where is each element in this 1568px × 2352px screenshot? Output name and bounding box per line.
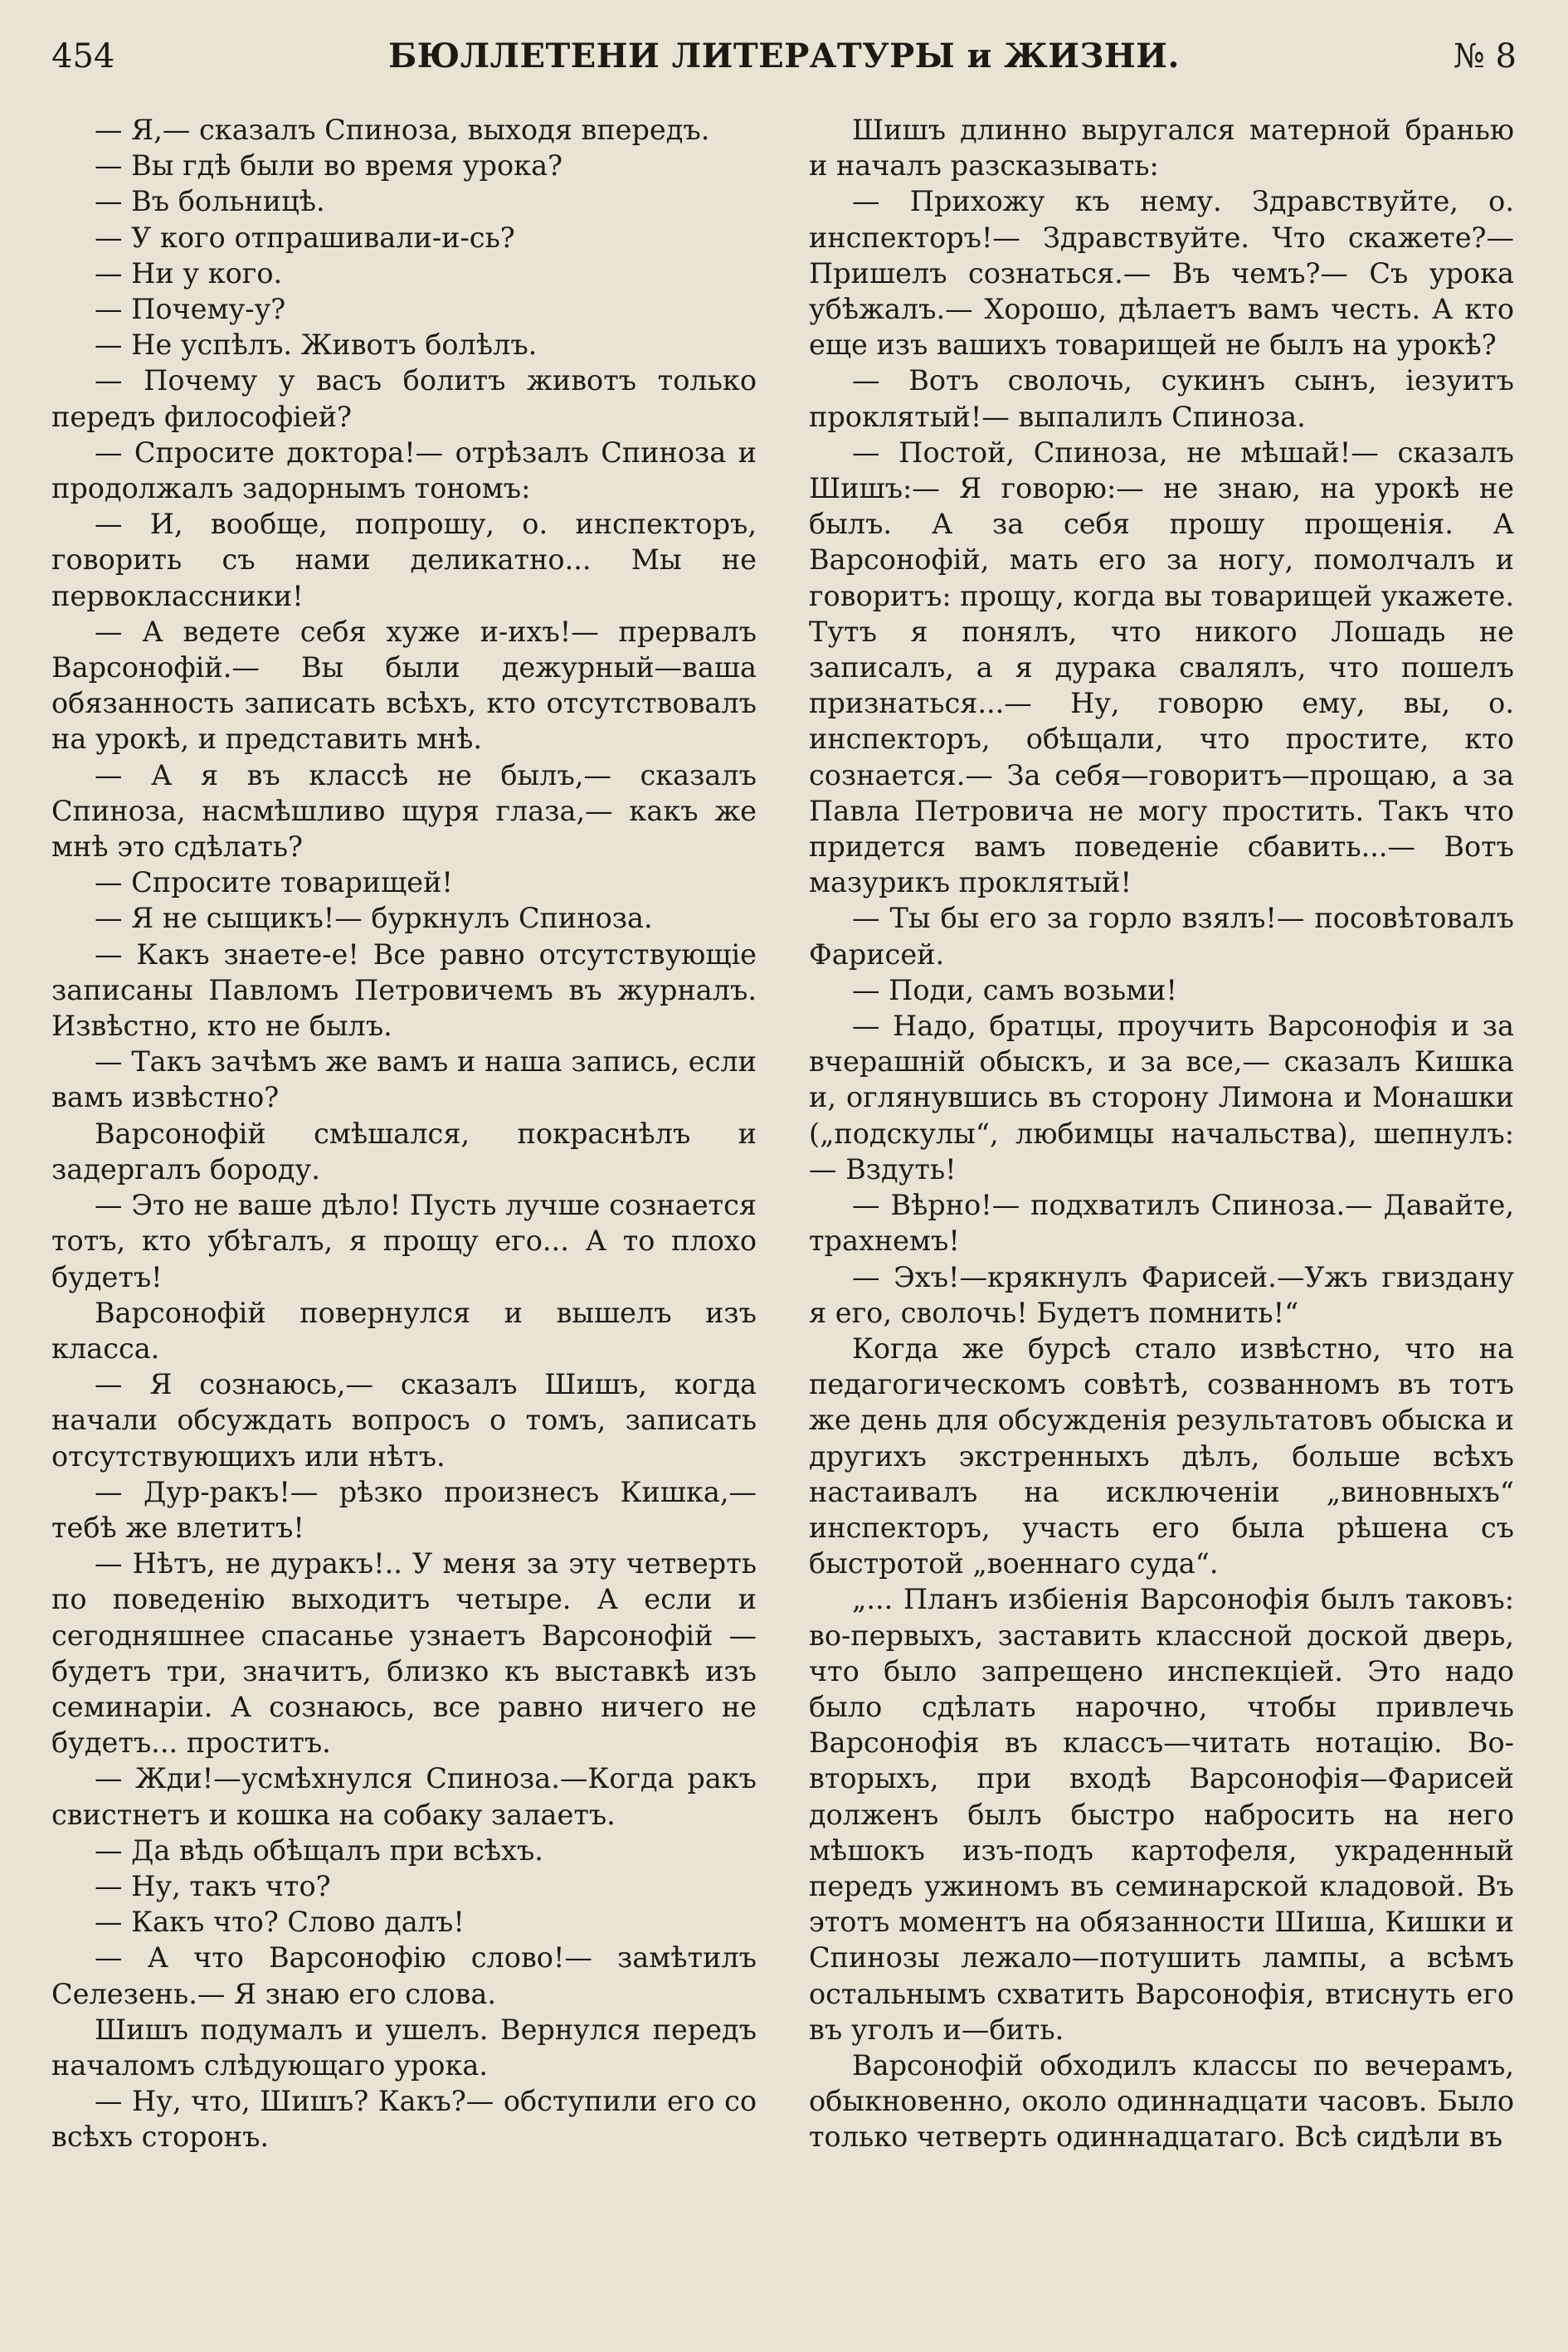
paragraph: — А что Варсонофію слово!— замѣтилъ Селезень.— Я знаю его слова. xyxy=(51,1941,757,2010)
paragraph: „... Планъ избіенія Варсонофія былъ таковъ: во-первыхъ, заставить классной доской дверь, что было запрещено инспекціей. Это надо было сдѣлать нарочно, чтобы привлечь Варсонофія въ классъ—читать нотацію. Во-вторыхъ, при входѣ Варсонофія—Фарисей долженъ былъ быстро набросить на него мѣшокъ изъ-подъ картофеля, украденный передъ ужиномъ въ семинарской кладовой. Въ этотъ моментъ на обязанности Шиша, Кишки и Спинозы лежало—потушить лампы, а всѣмъ остальнымъ схватить Варсонофія, втиснуть его въ уголъ и—бить. xyxy=(809,1583,1514,2046)
right-text-column xyxy=(809,112,1514,2155)
paragraph: — Вѣрно!— подхватилъ Спиноза.— Давайте, трахнемъ! xyxy=(809,1189,1514,1258)
paragraph: — Не успѣлъ. Животъ болѣлъ. xyxy=(95,329,538,362)
paragraph: — Спросите товарищей! xyxy=(95,866,453,899)
paragraph: Когда же бурсѣ стало извѣстно, что на педагогическомъ совѣтѣ, созванномъ въ тотъ же день для обсужденія результатовъ обыска и другихъ экстренныхъ дѣлъ, больше всѣхъ настаивалъ на исключеніи „виновныхъ“ инспекторъ, участь его была рѣшена съ быстротой „военнаго суда“. xyxy=(809,1332,1514,1580)
paragraph: Шишъ подумалъ и ушелъ. Вернулся передъ началомъ слѣдующаго урока. xyxy=(51,2013,757,2082)
paragraph: — Такъ зачѣмъ же вамъ и наша запись, если вамъ извѣстно? xyxy=(51,1045,757,1114)
paragraph: — Ты бы его за горло взялъ!— посовѣтовалъ Фарисей. xyxy=(809,902,1514,971)
paragraph: — Почему у васъ болитъ животъ только передъ философіей? xyxy=(51,364,757,433)
paragraph: — Постой, Спиноза, не мѣшай!— сказалъ Шишъ:— Я говорю:— не знаю, на урокѣ не былъ. А за себя прошу прощенія. А Варсонофій, мать его за ногу, помолчалъ и говоритъ: прощу, когда вы товарищей укажете. Тутъ я понялъ, что никого Лошадь не записалъ, а я дурака свалялъ, что пошелъ признаться...— Ну, говорю ему, вы, о. инспекторъ, обѣщали, что простите, кто сознается.— За себя—говоритъ—прощаю, а за Павла Петровича не могу простить. Такъ что придется вамъ поведеніе сбавить...— Вотъ мазурикъ проклятый! xyxy=(809,436,1514,899)
paragraph: — Спросите доктора!— отрѣзалъ Спиноза и продолжалъ задорнымъ тономъ: xyxy=(51,436,757,505)
paragraph: — Какъ знаете-е! Все равно отсутствующіе записаны Павломъ Петровичемъ въ журналъ. Извѣстно, кто не былъ. xyxy=(51,937,757,1043)
paragraph: Варсонофій обходилъ классы по вечерамъ, обыкновенно, около одиннадцати часовъ. Было только четверть одиннадцатаго. Всѣ сидѣли въ xyxy=(809,2048,1514,2154)
paragraph: — И, вообще, попрошу, о. инспекторъ, говорить съ нами деликатно... Мы не первоклассники! xyxy=(51,508,757,612)
paragraph: — Эхъ!—крякнулъ Фарисей.—Ужъ гвиздану я его, сволочь! Будетъ помнить!“ xyxy=(809,1260,1514,1329)
left-text-column xyxy=(51,112,757,2155)
paragraph: — Вотъ сволочь, сукинъ сынъ, іезуитъ проклятый!— выпалилъ Спиноза. xyxy=(809,364,1514,433)
page-number: 454 xyxy=(51,37,115,75)
paragraph: — Какъ что? Слово далъ! xyxy=(95,1906,465,1939)
issue-number: № 8 xyxy=(1453,37,1517,75)
paragraph: — Я не сыщикъ!— буркнулъ Спиноза. xyxy=(95,902,653,935)
paragraph: — А я въ классѣ не былъ,— сказалъ Спиноза, насмѣшливо щуря глаза,— какъ же мнѣ это сдѣлать? xyxy=(51,758,757,864)
paragraph: — Я,— сказалъ Спиноза, выходя впередъ. xyxy=(95,114,710,146)
paragraph: — Надо, братцы, проучить Варсонофія и за вчерашній обыскъ, и за все,— сказалъ Кишка и, оглянувшись въ сторону Лимона и Монашки („подскулы“, любимцы начальства), шепнулъ:— Вздуть! xyxy=(809,1010,1514,1186)
paragraph: — А ведете себя хуже и-ихъ!— прервалъ Варсонофій.— Вы были дежурный—ваша обязанность записать всѣхъ, кто отсутствовалъ на урокѣ, и представить мнѣ. xyxy=(51,615,757,756)
paragraph: — Ну, что, Шишъ? Какъ?— обступили его со всѣхъ сторонъ. xyxy=(51,2085,757,2154)
paragraph: — Дур-ракъ!— рѣзко произнесъ Кишка,— тебѣ же влетитъ! xyxy=(51,1475,757,1544)
paragraph: — Прихожу къ нему. Здравствуйте, о. инспекторъ!— Здравствуйте. Что скажете?—Пришелъ сознаться.— Въ чемъ?— Съ урока убѣжалъ.— Хорошо, дѣлаетъ вамъ честь. А кто еще изъ вашихъ товарищей не былъ на урокѣ? xyxy=(809,185,1514,362)
paragraph: — Я сознаюсь,— сказалъ Шишъ, когда начали обсуждать вопросъ о томъ, записать отсутствующихъ или нѣтъ. xyxy=(51,1368,757,1473)
paragraph: Варсонофій смѣшался, покраснѣлъ и задергалъ бороду. xyxy=(51,1117,757,1186)
paragraph: — Жди!—усмѣхнулся Спиноза.—Когда ракъ свистнетъ и кошка на собаку залаетъ. xyxy=(51,1762,757,1831)
paragraph: Варсонофій повернулся и вышелъ изъ класса. xyxy=(51,1296,757,1365)
journal-title: БЮЛЛЕТЕНИ ЛИТЕРАТУРЫ и ЖИЗНИ. xyxy=(388,37,1180,75)
paragraph: — У кого отпрашивали-и-сь? xyxy=(95,221,515,254)
paragraph: Шишъ длинно выругался матерной бранью и началъ разсказывать: xyxy=(809,114,1514,183)
page-header xyxy=(51,25,1517,83)
paragraph: — Это не ваше дѣло! Пусть лучше сознается тотъ, кто убѣгалъ, я прощу его... А то плохо будетъ! xyxy=(51,1189,757,1293)
paragraph: — Ни у кого. xyxy=(95,256,283,290)
paragraph: — Въ больницѣ. xyxy=(95,185,325,218)
paragraph: — Вы гдѣ были во время урока? xyxy=(95,149,563,183)
paragraph: — Почему-у? xyxy=(95,293,286,326)
paragraph: — Нѣтъ, не дуракъ!.. У меня за эту четверть по поведенію выходитъ четыре. А если и сегодняшнее спасанье узнаетъ Варсонофій — будетъ три, значитъ, близко къ выставкѣ изъ семинаріи. А сознаюсь, все равно ничего не будетъ... проститъ. xyxy=(51,1547,757,1760)
paragraph: — Ну, такъ что? xyxy=(95,1869,331,1902)
paragraph: — Да вѣдь обѣщалъ при всѣхъ. xyxy=(95,1833,543,1867)
paragraph: — Поди, самъ возьми! xyxy=(852,973,1177,1006)
